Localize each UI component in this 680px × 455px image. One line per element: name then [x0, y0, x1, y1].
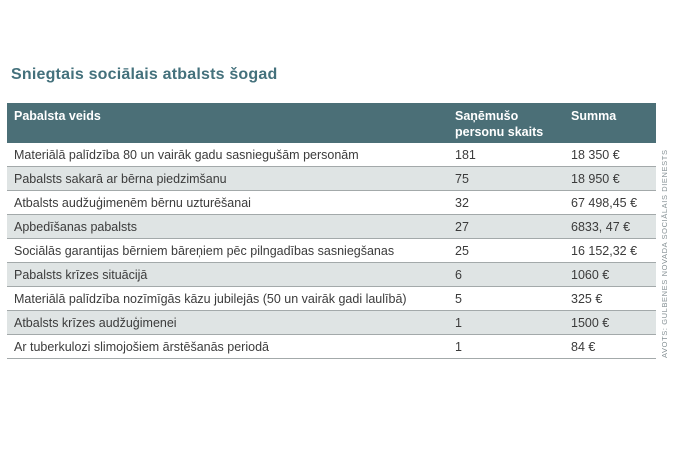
table-body: [7, 143, 656, 359]
cell-sum: 6833, 47 €: [571, 219, 631, 234]
table-row: [7, 215, 656, 239]
cell-recipient-count: 6: [455, 267, 462, 282]
table-row: [7, 239, 656, 263]
table-row: [7, 263, 656, 287]
cell-sum: 325 €: [571, 291, 603, 306]
cell-benefit-type: Materiālā palīdzība 80 un vairāk gadu sasniegušām personām: [14, 147, 359, 162]
cell-recipient-count: 27: [455, 219, 469, 234]
table-header-row: [7, 103, 656, 143]
column-header-benefit-type: Pabalsta veids: [14, 109, 101, 123]
page-title: Sniegtais sociālais atbalsts šogad: [11, 66, 278, 83]
cell-recipient-count: 75: [455, 171, 469, 186]
cell-sum: 1500 €: [571, 315, 610, 330]
cell-sum: 18 350 €: [571, 147, 620, 162]
cell-recipient-count: 5: [455, 291, 462, 306]
cell-benefit-type: Materiālā palīdzība nozīmīgās kāzu jubilejās (50 un vairāk gadi laulībā): [14, 291, 407, 306]
table-row: [7, 311, 656, 335]
table-row: [7, 167, 656, 191]
table-row: [7, 287, 656, 311]
cell-sum: 84 €: [571, 339, 596, 354]
column-header-recipient-count: Saņēmušo personu skaits: [455, 109, 544, 139]
column-header-sum: Summa: [571, 109, 617, 123]
table-row: [7, 143, 656, 167]
cell-benefit-type: Pabalsts krīzes situācijā: [14, 267, 148, 282]
social-support-table: [7, 103, 656, 359]
cell-sum: 16 152,32 €: [571, 243, 638, 258]
cell-recipient-count: 32: [455, 195, 469, 210]
cell-benefit-type: Apbedīšanas pabalsts: [14, 219, 138, 234]
source-note: AVOTS: GULBENES NOVADA SOCIĀLAIS DIENESTS: [660, 149, 669, 358]
cell-recipient-count: 1: [455, 315, 462, 330]
table-row: [7, 335, 656, 359]
cell-benefit-type: Atbalsts krīzes audžuģimenei: [14, 315, 177, 330]
cell-recipient-count: 25: [455, 243, 469, 258]
cell-recipient-count: 181: [455, 147, 476, 162]
cell-benefit-type: Atbalsts audžuģimenēm bērnu uzturēšanai: [14, 195, 251, 210]
cell-sum: 18 950 €: [571, 171, 620, 186]
cell-benefit-type: Pabalsts sakarā ar bērna piedzimšanu: [14, 171, 227, 186]
cell-benefit-type: Sociālās garantijas bērniem bāreņiem pēc pilngadības sasniegšanas: [14, 243, 395, 258]
cell-recipient-count: 1: [455, 339, 462, 354]
cell-benefit-type: Ar tuberkulozi slimojošiem ārstēšanās periodā: [14, 339, 269, 354]
table-row: [7, 191, 656, 215]
cell-sum: 1060 €: [571, 267, 610, 282]
cell-sum: 67 498,45 €: [571, 195, 638, 210]
